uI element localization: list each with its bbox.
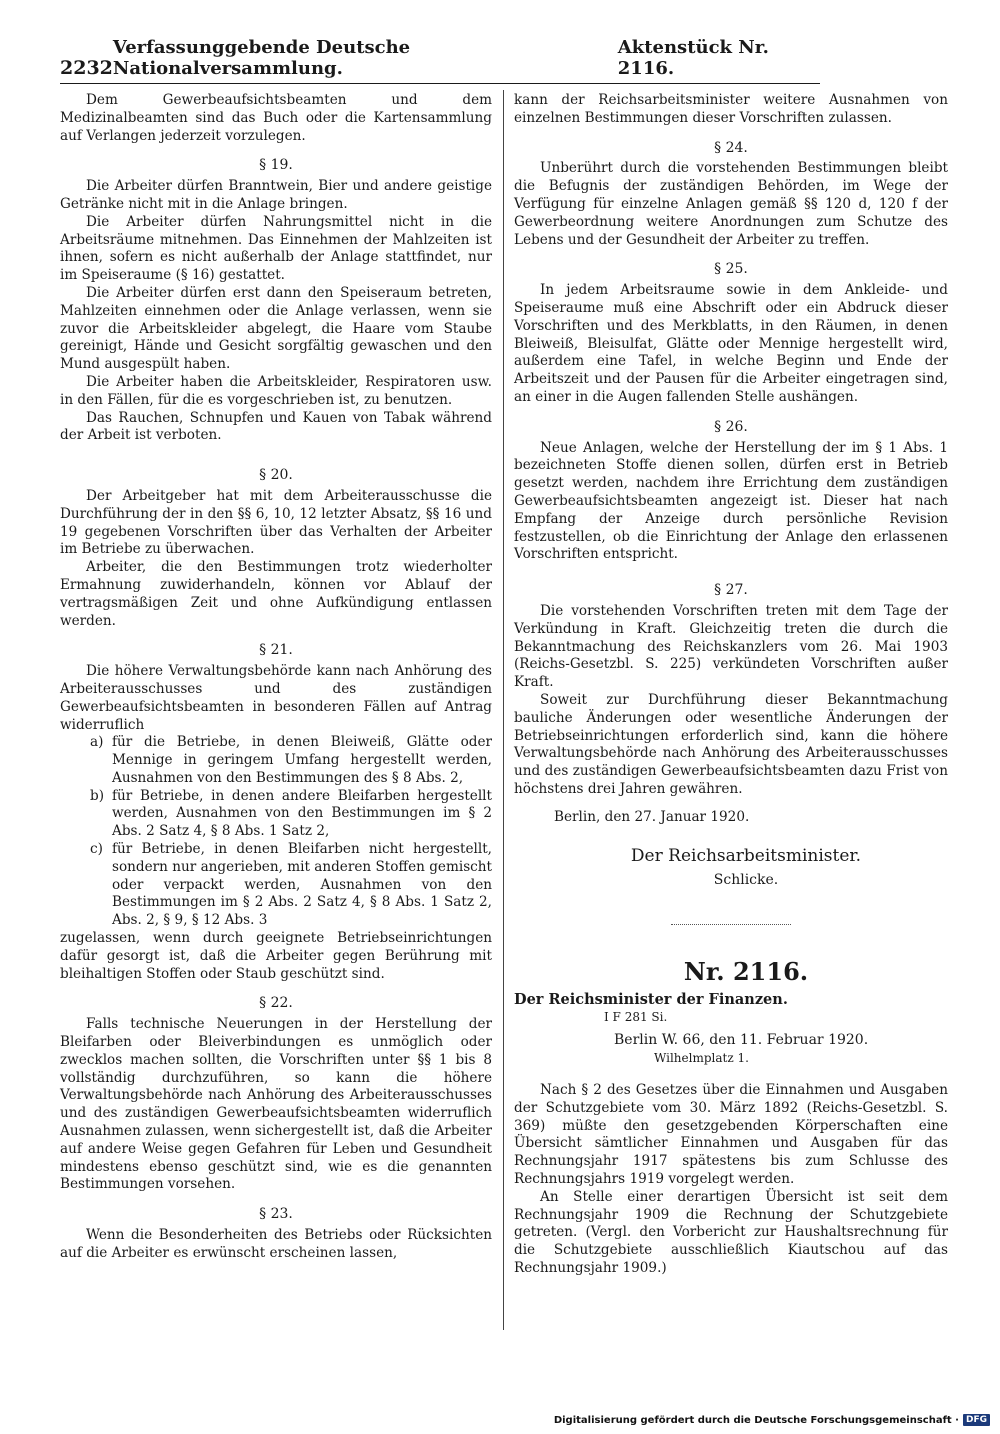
left-column: [60, 92, 492, 1263]
list-item-text: für die Betriebe, in denen Bleiweiß, Glätte oder Mennige in geringem Umfang hergestellt werden, Ausnahmen von den Bestimmungen des § 8 Abs. 2,: [112, 734, 492, 786]
document-number-heading: Nr. 2116.: [683, 957, 809, 987]
section-26-heading: § 26.: [714, 418, 748, 435]
section-27-heading: § 27.: [714, 582, 748, 599]
list-item-text: für Betriebe, in denen Bleifarben nicht hergestellt, sondern nur angerieben, mit anderen Stoffen gemischt oder verpackt werden, Ausnahmen von den Bestimmungen im § 2 Abs. 2 Satz 4, § 8 Abs. 1 Satz 2, Abs. 2, § 9, § 12 Abs. 3: [112, 841, 492, 929]
s21-paragraph-1: Die höhere Verwaltungsbehörde kann nach Anhörung des Arbeiterausschusses und des zuständigen Gewerbeaufsichtsbeamten in besonderen Fällen auf Antrag widerruflich: [60, 663, 492, 733]
list-item: [90, 734, 492, 787]
place-and-date: Berlin W. 66, den 11. Februar 1920.: [614, 1032, 869, 1049]
signature-title: Der Reichsarbeitsminister.: [630, 846, 862, 867]
s23-paragraph-1: Wenn die Besonderheiten des Betriebs oder Rücksichten auf die Arbeiter es erwünscht erscheinen lassen,: [60, 1227, 492, 1261]
section-22-heading: § 22.: [259, 995, 293, 1012]
section-19-heading: § 19.: [259, 157, 293, 174]
signature-name: Schlicke.: [713, 872, 779, 889]
page-number: 2232: [60, 57, 113, 79]
s27-paragraph-2: Soweit zur Durchführung dieser Bekanntmachung bauliche Änderungen oder wesentliche Änderungen der Betriebseinrichtungen erforderlich sind, kann die höhere Verwaltungsbehörde nach Anhörung des Arbeiterausschusses und des zuständigen Gewerbeaufsichtsbeamten dazu Frist von höchstens drei Jahren gewähren.: [514, 691, 948, 797]
nr2116-paragraph-1: Nach § 2 des Gesetzes über die Einnahmen und Ausgaben der Schutzgebiete vom 30. März 1892 (Reichs-Gesetzbl. S. 369) müßte den gesetzgebenden Körperschaften eine Übersicht sämtlicher Einnahmen und Ausgaben für das Rechnungsjahr 1917 spätestens bis zum Schlusse des Rechnungsjahrs 1919 vorgelegt werden.: [514, 1082, 948, 1188]
s19-paragraph-2: Die Arbeiter dürfen Nahrungsmittel nicht in die Arbeitsräume mitnehmen. Das Einnehmen der Mahlzeiten ist ihnen, sofern es nicht außerhalb der Anlage stattfindet, nur im Speiseraume (§ 16) gestattet.: [60, 213, 492, 284]
s19-paragraph-1: Die Arbeiter dürfen Branntwein, Bier und andere geistige Getränke nicht mit in die Anlage bringen.: [60, 178, 492, 212]
nr2116-paragraph-2: An Stelle einer derartigen Übersicht ist seit dem Rechnungsjahr 1909 die Rechnung der Schutzgebiete getreten. (Vergl. den Vorbericht zur Haushaltsrechnung für die Schutzgebiete ausschließlich Kiautschou auf das Rechnungsjahr 1909.): [514, 1188, 948, 1277]
s19-paragraph-3: Die Arbeiter dürfen erst dann den Speiseraum betreten, Mahlzeiten einnehmen oder die Anlage verlassen, wenn sie zuvor die Arbeitskleider abgelegt, die Haare vom Staube gereinigt, Hände und Gesicht sorgfältig gewaschen und den Mund ausgespült haben.: [60, 284, 492, 373]
digitization-footer: [554, 1414, 990, 1426]
dfg-logo: DFG: [963, 1414, 990, 1426]
list-item-label: b): [90, 787, 105, 804]
s21-paragraph-2: zugelassen, wenn durch geeignete Betriebseinrichtungen dafür gesorgt ist, daß die Arbeiter gegen Berührung mit bleihaltigen Stoffen oder Staub geschützt sind.: [60, 930, 492, 982]
s20-paragraph-1: Der Arbeitgeber hat mit dem Arbeiterausschusse die Durchführung der in den §§ 6, 10, 12 letzter Absatz, §§ 16 und 19 gegebenen Vorschriften über das Verhalten der Arbeiter im Betriebe zu überwachen.: [60, 487, 492, 558]
document-reference: Aktenstück Nr. 2116.: [617, 37, 769, 79]
column-divider: [503, 90, 504, 1330]
s19-paragraph-5: Das Rauchen, Schnupfen und Kauen von Tabak während der Arbeit ist verboten.: [60, 409, 492, 444]
section-21-heading: § 21.: [259, 642, 293, 659]
section-23-heading: § 23.: [259, 1206, 293, 1223]
s27-paragraph-1: Die vorstehenden Vorschriften treten mit dem Tage der Verkündung in Kraft. Gleichzeitig treten die durch die Bekanntmachung des Reichskanzlers vom 26. Mai 1903 (Reichs-Gesetzbl. S. 225) verkündeten Vorschriften außer Kraft.: [514, 602, 948, 691]
s26-paragraph-1: Neue Anlagen, welche der Herstellung der im § 1 Abs. 1 bezeichneten Stoffe dienen sollen, dürfen erst in Betrieb gesetzt werden, nachdem ihre Errichtung dem zuständigen Gewerbeaufsichtsbeamten angezeigt ist. Dieser hat nach Empfang der Anzeige durch persönliche Revision festzustellen, ob die Einrichtung der Anlage den erlassenen Vorschriften entspricht.: [514, 439, 948, 563]
file-reference: I F 281 Si.: [604, 1009, 668, 1024]
intro-paragraph: Dem Gewerbeaufsichtsbeamten und dem Medizinalbeamten sind das Buch oder die Kartensammlung auf Verlangen jederzeit vorzulegen.: [60, 92, 492, 144]
continuation-paragraph: kann der Reichsarbeitsminister weitere Ausnahmen von einzelnen Bestimmungen dieser Vorschriften zulassen.: [514, 92, 948, 126]
list-item: [90, 841, 492, 930]
list-item: [90, 788, 492, 841]
list-item-label: c): [90, 841, 103, 858]
s24-paragraph-1: Unberührt durch die vorstehenden Bestimmungen bleibt die Befugnis der zuständigen Behörden, im Wege der Verfügung für einzelne Anlagen gemäß §§ 120 d, 120 f der Gewerbeordnung weitere Anordnungen zum Schutze des Lebens und der Gesundheit der Arbeiter zu treffen.: [514, 160, 948, 248]
publication-title: Verfassunggebende Deutsche Nationalversammlung.: [112, 37, 411, 79]
street-address: Wilhelmplatz 1.: [654, 1051, 749, 1066]
section-20-heading: § 20.: [259, 467, 293, 484]
section-separator: [671, 924, 791, 925]
page-header: [60, 37, 820, 84]
footer-text: Digitalisierung gefördert durch die Deutsche Forschungsgemeinschaft ·: [553, 1414, 959, 1426]
list-item-label: a): [90, 734, 104, 751]
s19-paragraph-4: Die Arbeiter haben die Arbeitskleider, Respiratoren usw. in den Fällen, für die es vorgeschrieben ist, zu benutzen.: [60, 373, 492, 408]
s20-paragraph-2: Arbeiter, die den Bestimmungen trotz wiederholter Ermahnung zuwiderhandeln, können vor Ablauf der vertragsmäßigen Zeit und ohne Aufkündigung entlassen werden.: [60, 559, 492, 629]
s21-list: [60, 734, 492, 930]
list-item-text: für Betriebe, in denen andere Bleifarben hergestellt werden, Ausnahmen von den Bestimmungen im § 2 Abs. 2 Satz 4, § 8 Abs. 1 Satz 2,: [112, 787, 492, 840]
right-column: [514, 92, 948, 1278]
s25-paragraph-1: In jedem Arbeitsraume sowie in dem Ankleide- und Speiseraume muß eine Abschrift oder ein Abdruck dieser Vorschriften und des Merkblatts, in den Räumen, in denen Bleiweiß, Bleisulfat, Glätte oder Mennige hergestellt wird, außerdem eine Tafel, in welche Beginn und Ende der Arbeitszeit und der Pausen für die Arbeiter eingetragen sind, an einer in die Augen fallenden Stelle aushängen.: [514, 282, 948, 405]
s22-paragraph-1: Falls technische Neuerungen in der Herstellung der Bleifarben oder Bleiverbindungen es unmöglich oder zwecklos machen sollten, die Vorschriften unter §§ 1 bis 8 vollständig durchzuführen, so kann die höhere Verwaltungsbehörde nach Anhörung des Arbeiterausschusses und des zuständigen Gewerbeaufsichtsbeamten widerruflich Ausnahmen zulassen, wenn sichergestellt ist, daß die Arbeiter auf andere Weise gegen Gefahren für Leben und Gesundheit mindestens ebenso geschützt sind, wie es die genannten Bestimmungen vorsehen.: [60, 1016, 492, 1193]
section-25-heading: § 25.: [714, 261, 748, 278]
section-24-heading: § 24.: [714, 139, 748, 156]
issuer-heading: Der Reichsminister der Finanzen.: [514, 990, 788, 1008]
signing-date: Berlin, den 27. Januar 1920.: [554, 808, 750, 825]
